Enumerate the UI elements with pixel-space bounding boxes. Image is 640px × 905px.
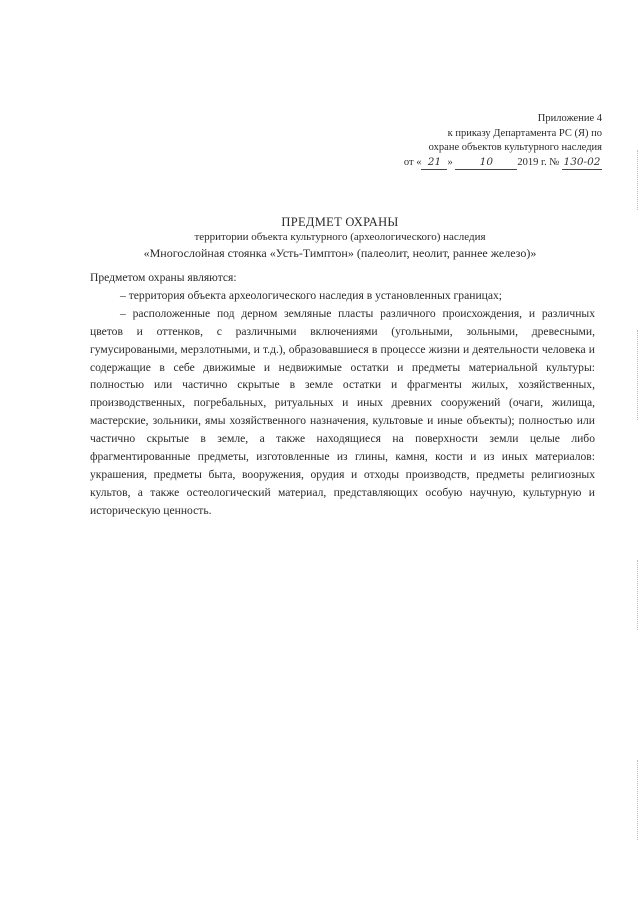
handwritten-month: 10 [455, 156, 517, 170]
appendix-header [404, 112, 602, 170]
handwritten-order-number: 130-02 [563, 155, 601, 168]
body-intro: Предметом охраны являются: [90, 271, 237, 284]
appendix-department: охране объектов культурного наследия [428, 142, 602, 153]
body-item-territory: – территория объекта археологического наследия в установленных границах; [120, 288, 503, 302]
date-prefix: от « [403, 156, 422, 168]
document-title: ПРЕДМЕТ ОХРАНЫ [281, 215, 399, 229]
scan-edge-mark [636, 150, 638, 210]
scan-edge-mark [636, 560, 638, 630]
scan-edge-mark [636, 330, 638, 420]
date-year: 2019 г. № [517, 156, 560, 168]
scan-edge-mark [636, 760, 638, 840]
document-heading [70, 214, 610, 261]
document-subtitle: территории объекта культурного (археологического) наследия [194, 231, 486, 243]
appendix-order-ref: к приказу Департамента РС (Я) по [447, 127, 602, 139]
body-item-layers: – расположенные под дерном земляные пласты различного происхождения, и различных цветов и оттенков, с различными включениями (угольными, зольными, древесными, гумусироваными, мерзлотными, и т.д.), образовавшиеся в процессе жизни и деятельности человека и содержащие в себе движимые и недвижимые остатки и предметы материальной культуры: полностью или частично скрытые в земле остатки и фрагменты жилых, хозяйственных, производственных, погребальных, ритуальных и иных древних сооружений (очаги, жилища, мастерские, зольники, ямы хозяйственного назначения, культовые и иные объекты); полностью или частично скрытые в земле, а также находящиеся на поверхности земли целые либо фрагментированные предметы, изготовленные из глины, камня, кости и из иных материалов: украшения, предметы быта, вооружения, орудия и отходы производств, предметы религиозных культов, а также остеологический материал, представляющих особую научную, культурную и историческую ценность. [90, 306, 595, 517]
appendix-number: Приложение 4 [537, 113, 602, 124]
document-body [90, 269, 595, 520]
handwritten-day: 21 [421, 156, 447, 170]
appendix-date-line [404, 156, 602, 171]
date-quote-close: » [447, 156, 453, 168]
object-name: «Многослойная стоянка «Усть-Тимптон» (палеолит, неолит, раннее железо)» [143, 246, 537, 260]
